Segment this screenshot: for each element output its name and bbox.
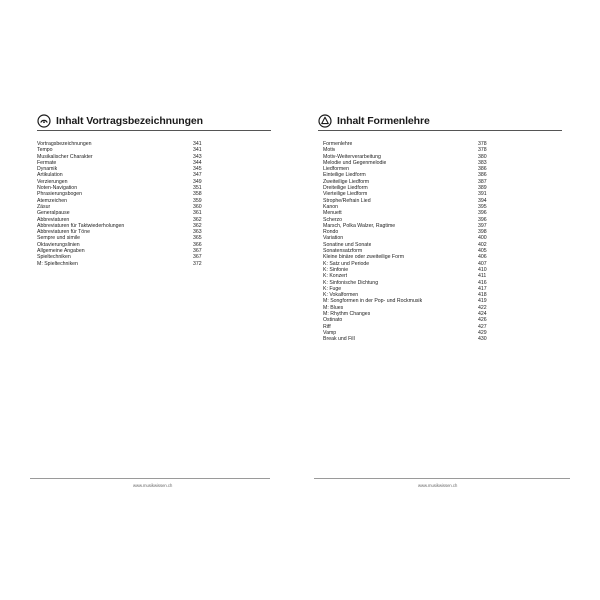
- toc-entry-page: 343: [193, 153, 202, 160]
- toc-entry-title: Musikalischer Charakter: [37, 153, 93, 160]
- toc-entry-title: K: Vokalformen: [323, 292, 359, 299]
- toc-entry-page: 345: [193, 166, 202, 173]
- toc-entry-title: Oktavierungslinien: [37, 241, 80, 248]
- toc-entry-title: Einteilige Liedform: [323, 172, 366, 179]
- toc-entry-page: 387: [478, 178, 487, 185]
- toc-entry-page: 378: [478, 147, 487, 154]
- toc-entry-title: K: Fuge: [323, 285, 342, 292]
- toc-entry-title: Kleine binäre oder zweiteilige Form: [323, 254, 405, 261]
- toc-entry-title: Motiv-Weiterverarbeitung: [323, 153, 381, 160]
- toc-entry-page: 341: [193, 141, 202, 147]
- toc-entry-title: Vierteilige Liedform: [323, 191, 368, 198]
- footer-divider: [314, 478, 570, 479]
- toc-entry-page: 396: [478, 216, 487, 223]
- toc-entry-title: Melodie und Gegenmelodie: [323, 159, 387, 166]
- toc-entry-page: 372: [193, 260, 202, 267]
- toc-entry-title: Riff: [323, 323, 331, 330]
- toc-entry-title: Tempo: [37, 147, 53, 154]
- toc-entry-title: K: Satz und Periode: [323, 260, 370, 267]
- right-page-heading: [318, 112, 430, 130]
- toc-entry-page: 395: [478, 203, 487, 210]
- toc-entry-page: 347: [193, 172, 202, 179]
- toc-entry-page: 424: [478, 311, 487, 318]
- toc-entry-title: Liedformen: [323, 166, 349, 173]
- toc-entry-page: 394: [478, 197, 487, 204]
- toc-entry-title: Sempre und simile: [37, 235, 80, 242]
- footer-url[interactable]: www.musikwissen.ch: [418, 483, 458, 488]
- toc-entry-page: 362: [193, 216, 202, 223]
- toc-entry[interactable]: [37, 261, 203, 267]
- toc-entry-page: 351: [193, 185, 202, 192]
- toc-entry-title: Break und Fill: [323, 336, 355, 343]
- toc-entry-page: 386: [478, 166, 487, 173]
- toc-entry-title: M: Blues: [323, 304, 344, 311]
- toc-entry-page: 383: [478, 159, 487, 166]
- toc-entry-page: 418: [478, 292, 487, 299]
- toc-entry-title: Formenlehre: [323, 141, 353, 147]
- heading-divider: [37, 130, 271, 131]
- toc-entry-page: 363: [193, 229, 202, 236]
- footer-url[interactable]: www.musikwissen.ch: [133, 483, 173, 488]
- toc-entry-title: Sonatine und Sonate: [323, 241, 372, 248]
- toc-entry-page: 396: [478, 210, 487, 217]
- toc-entry-page: 429: [478, 329, 487, 336]
- toc-entry-page: 365: [193, 235, 202, 242]
- toc-entry-page: 398: [478, 229, 487, 236]
- toc-entry-page: 367: [193, 254, 202, 261]
- toc-entry-page: 417: [478, 285, 487, 292]
- toc-entry-title: K: Sinfonie: [323, 266, 349, 273]
- toc-entry-title: Generalpause: [37, 210, 70, 217]
- toc-entry-title: Noten-Navigation: [37, 185, 78, 192]
- heading-divider: [318, 130, 562, 131]
- toc-entry-title: Sonatensatzform: [323, 248, 363, 255]
- toc-entry-page: 410: [478, 266, 487, 273]
- toc-entry-title: Dynamik: [37, 166, 58, 173]
- toc-entry-page: 362: [193, 222, 202, 229]
- toc-entry-title: Vortragsbezeichnungen: [37, 141, 92, 147]
- triangle-circle-icon: [318, 114, 332, 128]
- toc-entry-page: 360: [193, 203, 202, 210]
- toc-entry-title: Kanon: [323, 203, 339, 210]
- toc-entry-page: 406: [478, 254, 487, 261]
- toc-entry-page: 419: [478, 298, 487, 305]
- toc-entry-title: Ostinato: [323, 317, 343, 324]
- toc-entry-page: 378: [478, 141, 487, 147]
- toc-entry-title: Marsch, Polka Walzer, Ragtime: [323, 222, 396, 229]
- toc-entry-title: K: Sinfonische Dichtung: [323, 279, 379, 286]
- toc-entry-title: Zäsur: [37, 203, 51, 210]
- toc-list: [37, 141, 203, 267]
- toc-entry-title: Atemzeichen: [37, 197, 67, 204]
- toc-entry-title: M: Rhythm Changes: [323, 311, 371, 318]
- toc-entry-title: Rondo: [323, 229, 339, 236]
- toc-entry-page: 389: [478, 185, 487, 192]
- toc-list: [323, 141, 488, 343]
- toc-entry-title: Abbreviaturen: [37, 216, 70, 223]
- footer-divider: [30, 478, 270, 479]
- toc-entry-title: Menuett: [323, 210, 342, 217]
- right-page: [300, 0, 600, 600]
- toc-entry-title: Scherzo: [323, 216, 343, 223]
- toc-entry-title: Vamp: [323, 329, 337, 336]
- toc-entry-page: 361: [193, 210, 202, 217]
- toc-entry-title: M: Songformen in der Pop- und Rockmusik: [323, 298, 423, 305]
- toc-entry-page: 380: [478, 153, 487, 160]
- toc-entry-page: 426: [478, 317, 487, 324]
- toc-entry-title: Verzierungen: [37, 178, 68, 185]
- toc-entry-title: Abbreviaturen für Taktwiederholungen: [37, 222, 125, 229]
- toc-entry-page: 416: [478, 279, 487, 286]
- toc-entry-page: 397: [478, 222, 487, 229]
- toc-entry-page: 400: [478, 235, 487, 242]
- toc-entry[interactable]: [323, 336, 488, 342]
- left-page-heading: [37, 112, 203, 130]
- toc-entry-title: Variation: [323, 235, 344, 242]
- toc-entry-title: Zweiteilige Liedform: [323, 178, 370, 185]
- toc-entry-page: 411: [478, 273, 487, 280]
- toc-entry-title: Motiv: [323, 147, 336, 154]
- toc-entry-page: 430: [478, 336, 487, 343]
- toc-entry-title: Abbreviaturen für Töne: [37, 229, 90, 236]
- toc-entry-page: 367: [193, 248, 202, 255]
- toc-entry-title: Phrasierungsbogen: [37, 191, 82, 198]
- toc-entry-page: 407: [478, 260, 487, 267]
- toc-entry-title: Artikulation: [37, 172, 63, 179]
- toc-entry-page: 359: [193, 197, 202, 204]
- page-title: Inhalt Formenlehre: [337, 115, 430, 127]
- toc-entry-page: 405: [478, 248, 487, 255]
- toc-entry-page: 344: [193, 159, 202, 166]
- toc-entry-title: M: Spieltechniken: [37, 260, 78, 267]
- toc-entry-title: Strophe/Refrain Lied: [323, 197, 371, 204]
- toc-entry-title: Allgemeine Angaben: [37, 248, 85, 255]
- circle-arc-icon: [37, 114, 51, 128]
- toc-entry-title: Dreiteilige Liedform: [323, 185, 368, 192]
- toc-entry-title: Spieltechniken: [37, 254, 71, 261]
- toc-entry-title: Fermate: [37, 159, 57, 166]
- toc-entry-page: 358: [193, 191, 202, 198]
- toc-entry-page: 341: [193, 147, 202, 154]
- page-title: Inhalt Vortragsbezeichnungen: [56, 115, 203, 127]
- toc-entry-page: 391: [478, 191, 487, 198]
- toc-entry-page: 386: [478, 172, 487, 179]
- toc-entry-page: 366: [193, 241, 202, 248]
- toc-entry-page: 427: [478, 323, 487, 330]
- toc-entry-page: 422: [478, 304, 487, 311]
- toc-entry-page: 349: [193, 178, 202, 185]
- toc-entry-title: K: Konzert: [323, 273, 348, 280]
- toc-entry-page: 402: [478, 241, 487, 248]
